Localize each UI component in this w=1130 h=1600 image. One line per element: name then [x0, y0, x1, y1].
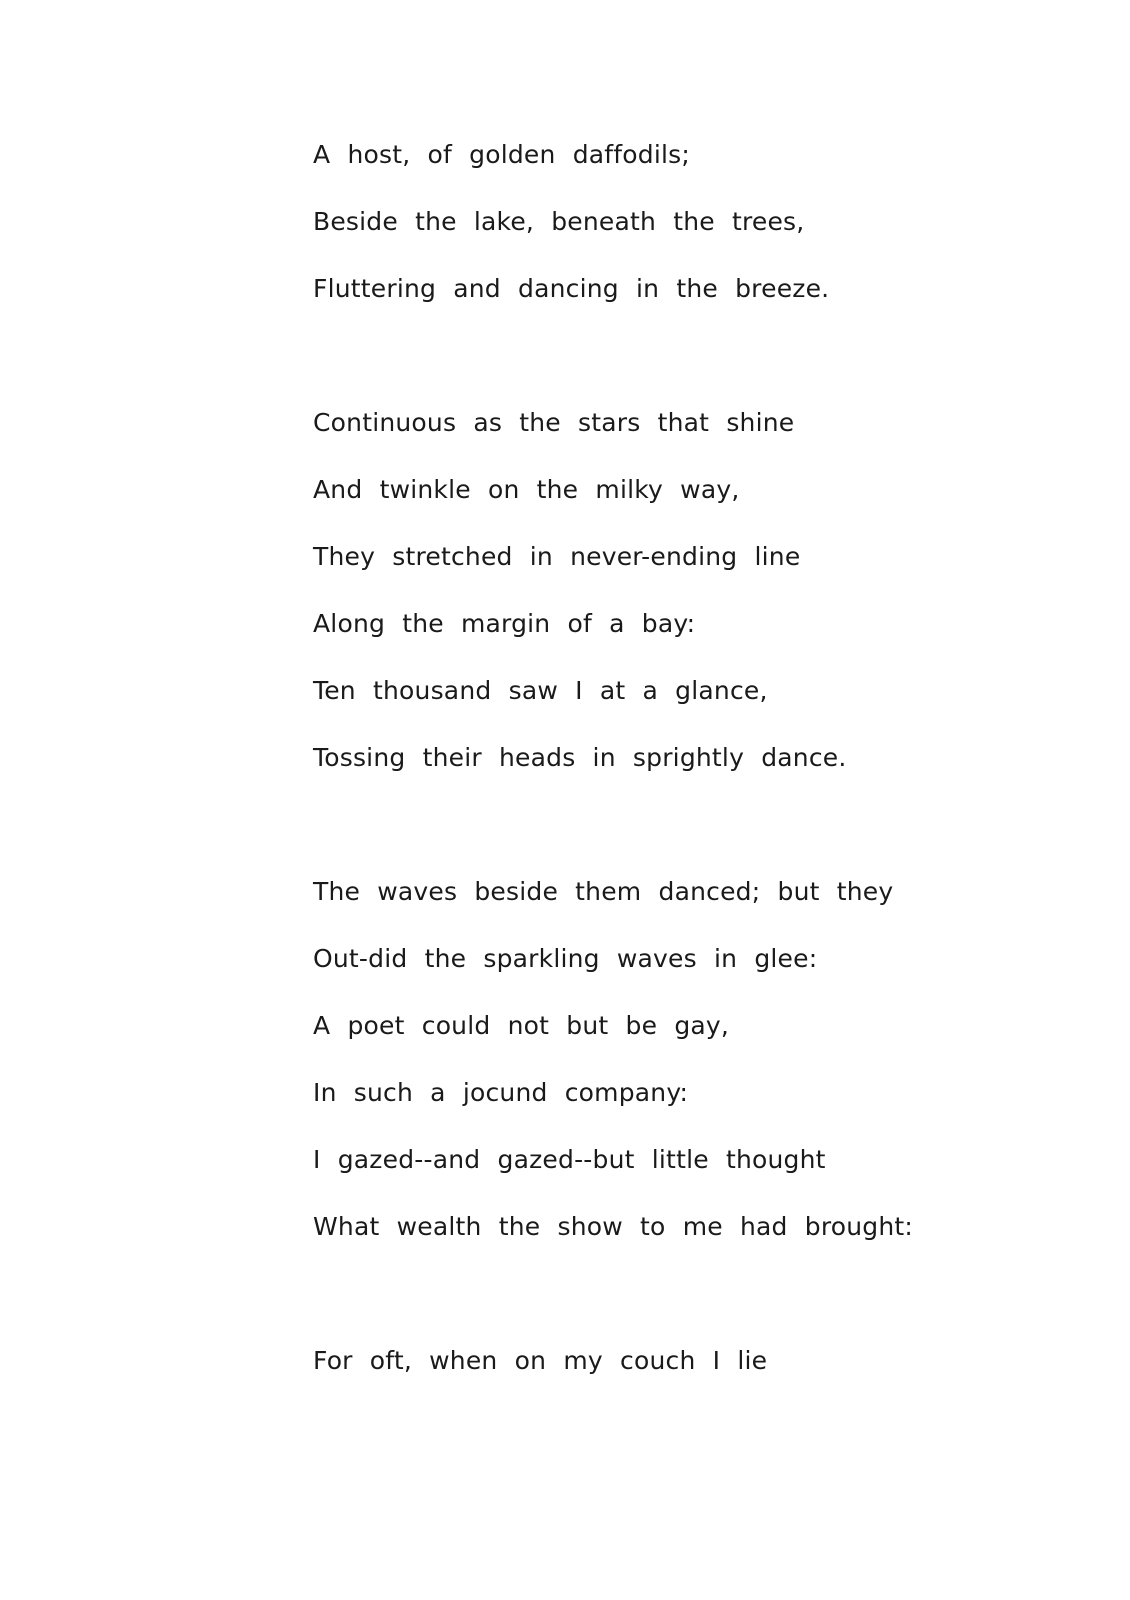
poem-line: Ten thousand saw I at a glance,: [313, 676, 768, 705]
poem-line: A host, of golden daffodils;: [313, 140, 691, 169]
poem-line: Beside the lake, beneath the trees,: [313, 207, 805, 236]
poem-line: I gazed--and gazed--but little thought: [313, 1145, 826, 1174]
poem-line: In such a jocund company:: [313, 1078, 689, 1107]
poem-line: Tossing their heads in sprightly dance.: [313, 743, 847, 772]
poem-line: They stretched in never-ending line: [313, 542, 801, 571]
poem-line: And twinkle on the milky way,: [313, 475, 740, 504]
poem-line: The waves beside them danced; but they: [313, 877, 894, 906]
poem-line: Fluttering and dancing in the breeze.: [313, 274, 830, 303]
poem-line: Continuous as the stars that shine: [313, 408, 795, 437]
stanza-3: [313, 870, 1033, 1272]
stanza-1: [313, 133, 1033, 334]
stanza-4: [313, 1339, 1033, 1406]
poem-line: A poet could not but be gay,: [313, 1011, 730, 1040]
poem-line: What wealth the show to me had brought:: [313, 1212, 914, 1241]
stanza-2: [313, 401, 1033, 803]
poem-line: For oft, when on my couch I lie: [313, 1346, 768, 1375]
poem-line: Along the margin of a bay:: [313, 609, 696, 638]
poem-body: [313, 133, 1033, 1406]
poem-line: Out-did the sparkling waves in glee:: [313, 944, 818, 973]
